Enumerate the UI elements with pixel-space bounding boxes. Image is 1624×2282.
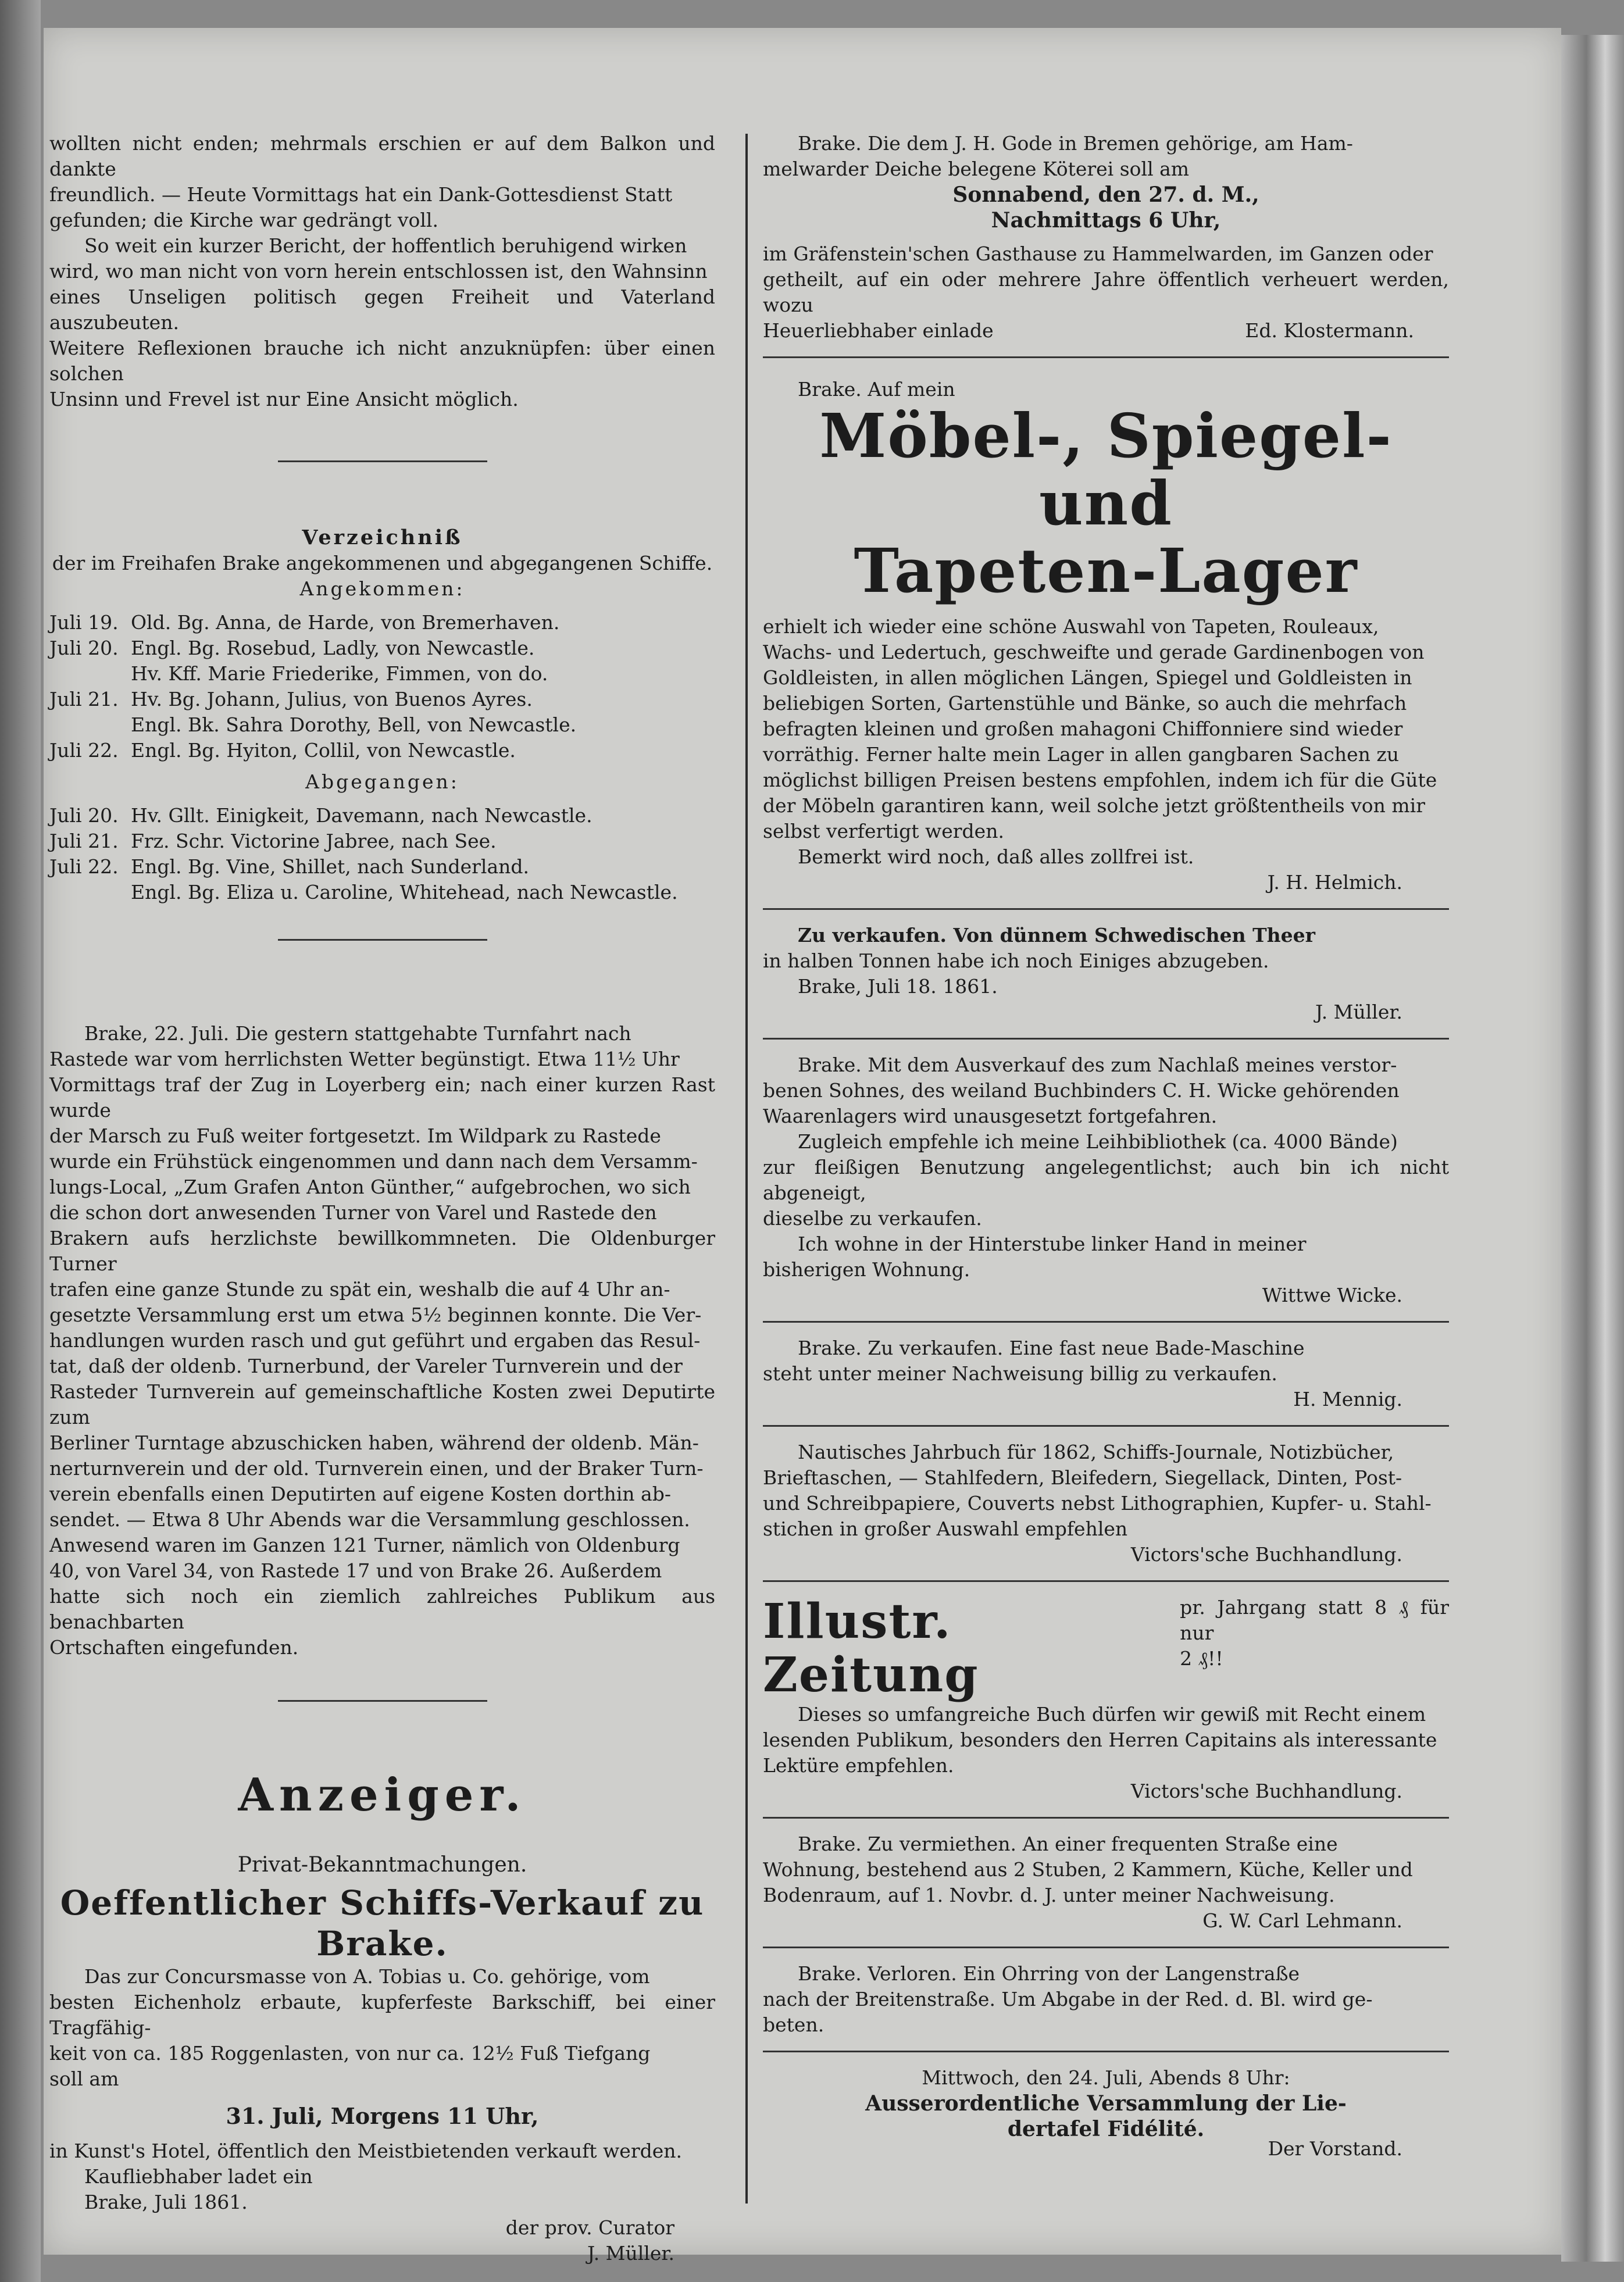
buchhandlung-advert	[763, 1440, 1449, 1567]
koeterei-time: Nachmittags 6 Uhr,	[991, 208, 1221, 233]
koeterei-date: Sonnabend, den 27. d. M.,	[952, 183, 1259, 207]
ship-sale-text	[49, 1964, 715, 2092]
text-line: Brake. Mit dem Ausverkauf des zum Nachlaß meines verstor-	[798, 1053, 1397, 1076]
section-divider	[278, 1700, 487, 1702]
text-line: Wohnung, bestehend aus 2 Stuben, 2 Kammern, Küche, Keller und	[763, 1858, 1413, 1881]
text-line: und Schreibpapiere, Couverts nebst Lithographien, Kupfer- u. Stahl-	[763, 1492, 1432, 1515]
text-line: Ich wohne in der Hinterstube linker Hand in meiner	[798, 1233, 1307, 1255]
text-line: befragten kleinen und großen mahagoni Chiffonniere sind wieder	[763, 717, 1403, 740]
text-line: Rastede war vom herrlichsten Wetter begünstigt. Etwa 11½ Uhr	[49, 1048, 680, 1070]
departed-heading: Abgegangen:	[305, 770, 459, 793]
text-line: selbst verfertigt werden.	[763, 820, 1004, 842]
section-divider	[763, 356, 1449, 358]
ship-entry	[49, 661, 715, 687]
liedertafel-signature: Der Vorstand.	[1268, 2137, 1402, 2160]
ship-date: Juli 21.	[49, 830, 119, 852]
text-line: vorräthig. Ferner halte mein Lager in allen gangbaren Sachen zu	[763, 743, 1400, 766]
ship-date: Juli 22.	[49, 855, 119, 878]
miete-signature: G. W. Carl Lehmann.	[1202, 1909, 1402, 1932]
text-line: Brake. Zu verkaufen. Eine fast neue Bade-Maschine	[798, 1337, 1305, 1359]
text-line: wollten nicht enden; mehrmals erschien er auf dem Balkon und dankte	[49, 132, 715, 180]
text-line	[763, 923, 1449, 948]
text-line: handlungen wurden rasch und gut geführt und ergaben das Resul-	[49, 1329, 701, 1352]
text-line: steht unter meiner Nachweisung billig zu verkaufen.	[763, 1362, 1277, 1385]
intro-article	[49, 131, 715, 412]
text-line: verein ebenfalls einen Deputirten auf eigene Kosten dorthin ab-	[49, 1483, 672, 1505]
text-line: Lektüre empfehlen.	[763, 1754, 954, 1777]
text-line: beten.	[763, 2013, 825, 2036]
theer-lead: Zu verkaufen.	[798, 924, 947, 947]
text-line: in halben Tonnen habe ich noch Einiges abzugeben.	[763, 949, 1269, 972]
text-line: in Kunst's Hotel, öffentlich den Meistbietenden verkauft werden.	[49, 2140, 682, 2162]
ship-sale-title: Oeffentlicher Schiffs-Verkauf zu	[60, 1883, 705, 1923]
previous-page-edge	[0, 0, 41, 2282]
koeterei-signature: Ed. Klostermann.	[1245, 319, 1414, 342]
section-divider	[763, 1817, 1449, 1819]
text-line: wird, wo man nicht von vorn herein entschlossen ist, den Wahnsinn	[49, 260, 708, 283]
ship-text: Engl. Bg. Rosebud, Ladly, von Newcastle.	[131, 637, 535, 659]
section-divider	[763, 1947, 1449, 1948]
text-line: der Möbeln garantiren kann, weil solche jetzt größtentheils von mir	[763, 794, 1425, 817]
text-line: beliebigen Sorten, Gartenstühle und Bänke, so auch die mehrfach	[763, 692, 1407, 715]
private-notices-heading: Privat-Bekanntmachungen.	[237, 1853, 527, 1877]
theer-date: Brake, Juli 18. 1861.	[798, 975, 998, 998]
text-line: sendet. — Etwa 8 Uhr Abends war die Versammlung geschlossen.	[49, 1508, 690, 1531]
ship-text: Engl. Bg. Vine, Shillet, nach Sunderland.	[131, 855, 530, 878]
liedertafel-title: Ausserordentliche Versammlung der Lie-	[865, 2091, 1347, 2116]
text-line: Brieftaschen, — Stahlfedern, Bleifedern, Siegellack, Dinten, Post-	[763, 1466, 1402, 1489]
text-line: dieselbe zu verkaufen.	[763, 1207, 982, 1230]
text-line: benen Sohnes, des weiland Buchbinders C. H. Wicke gehörenden	[763, 1079, 1400, 1102]
section-divider	[763, 1321, 1449, 1323]
moebel-intro: Brake. Auf mein	[798, 378, 955, 401]
moebel-title-2: Tapeten-Lager	[854, 535, 1358, 606]
text-line: nach der Breitenstraße. Um Abgabe in der Red. d. Bl. wird ge-	[763, 1988, 1373, 2010]
text-line: zur fleißigen Benutzung angelegentlichst; auch bin ich nicht abgeneigt,	[763, 1156, 1449, 1204]
wicke-notice	[763, 1052, 1449, 1308]
text-line: So weit ein kurzer Bericht, der hoffentlich beruhigend wirken	[84, 234, 687, 257]
ship-date: Juli 21.	[49, 688, 119, 710]
ship-entry	[49, 738, 715, 763]
text-line: getheilt, auf ein oder mehrere Jahre öffentlich verheuert werden, wozu	[763, 268, 1449, 316]
text-line: Wachs- und Ledertuch, geschweifte und gerade Gardinenbogen von	[763, 641, 1425, 663]
text-line: der Marsch zu Fuß weiter fortgesetzt. Im Wildpark zu Rastede	[49, 1124, 661, 1147]
text-line: Berliner Turntage abzuschicken haben, während der oldenb. Män-	[49, 1431, 699, 1454]
ship-date: Juli 20.	[49, 637, 119, 659]
text-line: Nautisches Jahrbuch für 1862, Schiffs-Journale, Notizbücher,	[798, 1441, 1394, 1463]
moebel-note: Bemerkt wird noch, daß alles zollfrei ist.	[798, 845, 1194, 868]
text-line: nerturnverein und der old. Turnverein einen, und der Braker Turn-	[49, 1457, 704, 1480]
right-column	[763, 131, 1449, 2162]
text-line: Brake. Zu vermiethen. An einer frequenten Straße eine	[798, 1833, 1338, 1855]
text-line: besten Eichenholz erbaute, kupferfeste Barkschiff, bei einer Tragfähig-	[49, 1991, 715, 2039]
ship-text: Engl. Bg. Hyiton, Collil, von Newcastle.	[131, 739, 516, 762]
text-line: 40, von Varel 34, von Rastede 17 und von Brake 26. Außerdem	[49, 1559, 662, 1582]
illustr-price-1: pr. Jahrgang statt 8 ₰ für nur	[1180, 1596, 1449, 1644]
ship-entry	[49, 828, 715, 854]
text-line: lesenden Publikum, besonders den Herren Capitains als interessante	[763, 1729, 1437, 1751]
text-line: Ortschaften eingefunden.	[49, 1636, 299, 1659]
bade-advert	[763, 1335, 1449, 1412]
theer-text: Von dünnem Schwedischen Theer	[947, 924, 1316, 947]
ship-entry	[49, 803, 715, 828]
section-divider	[763, 2051, 1449, 2052]
ship-text: Hv. Gllt. Einigkeit, Davemann, nach Newcastle.	[131, 804, 593, 827]
ship-register-subtitle: der im Freihafen Brake angekommenen und abgegangenen Schiffe.	[52, 552, 713, 574]
left-column	[49, 131, 715, 2266]
ship-text: Old. Bg. Anna, de Harde, von Bremerhaven.	[131, 611, 560, 634]
text-line: lungs-Local, „Zum Grafen Anton Günther,“ aufgebrochen, wo sich	[49, 1176, 691, 1198]
text-line: trafen eine ganze Stunde zu spät ein, weshalb die auf 4 Uhr an-	[49, 1278, 670, 1301]
ship-date: Juli 20.	[49, 804, 119, 827]
text-line: bisherigen Wohnung.	[763, 1258, 970, 1281]
text-line: Brakern aufs herzlichste bewillkommneten. Die Oldenburger Turner	[49, 1227, 715, 1275]
liedertafel-title-2: dertafel Fidélité.	[1007, 2117, 1205, 2141]
theer-signature: J. Müller.	[1315, 1001, 1402, 1023]
wicke-signature: Wittwe Wicke.	[1262, 1284, 1402, 1306]
vermiethen-notice	[763, 1831, 1449, 1934]
text-line: tat, daß der oldenb. Turnerbund, der Vareler Turnverein und der	[49, 1355, 683, 1377]
moebel-advert	[763, 377, 1449, 895]
buch-signature: Victors'sche Buchhandlung.	[1130, 1543, 1402, 1566]
illustr-signature: Victors'sche Buchhandlung.	[1130, 1780, 1402, 1802]
text-line: Zugleich empfehle ich meine Leihbibliothek (ca. 4000 Bände)	[798, 1130, 1398, 1153]
text-line: freundlich. — Heute Vormittags hat ein Dank-Gottesdienst Statt	[49, 183, 673, 206]
text-line: Brake, 22. Juli. Die gestern stattgehabte Turnfahrt nach	[84, 1022, 631, 1045]
verloren-notice	[763, 1961, 1449, 2038]
text-line: Bodenraum, auf 1. Novbr. d. J. unter meiner Nachweisung.	[763, 1884, 1335, 1906]
text-line: Dieses so umfangreiche Buch dürfen wir gewiß mit Recht einem	[798, 1703, 1426, 1726]
ship-sale-signature: J. Müller.	[587, 2242, 674, 2265]
text-line: Brake. Verloren. Ein Ohrring von der Langenstraße	[798, 1962, 1300, 1985]
text-line: die schon dort anwesenden Turner von Varel und Rastede den	[49, 1201, 657, 1224]
text-line: keit von ca. 185 Roggenlasten, von nur ca. 12½ Fuß Tiefgang	[49, 2042, 651, 2065]
text-line: Das zur Concursmasse von A. Tobias u. Co. gehörige, vom	[84, 1965, 650, 1988]
koeterei-notice	[763, 131, 1449, 344]
illustr-price-2: 2 ₰!!	[1180, 1647, 1223, 1670]
turnfahrt-report	[49, 1021, 715, 1660]
section-divider	[278, 460, 487, 462]
liedertafel-date: Mittwoch, den 24. Juli, Abends 8 Uhr:	[922, 2066, 1290, 2089]
column-divider	[745, 134, 748, 2204]
text-line: Waarenlagers wird unausgesetzt fortgefahren.	[763, 1105, 1218, 1127]
text-line: stichen in großer Auswahl empfehlen	[763, 1517, 1128, 1540]
illustr-price	[1180, 1595, 1449, 1672]
illustr-title: Illustr. Zeitung	[763, 1594, 979, 1703]
moebel-title: Möbel-, Spiegel- und	[819, 400, 1393, 539]
anzeiger-heading: Anzeiger.	[238, 1769, 527, 1822]
page-stack-edge	[1561, 35, 1624, 2262]
text-line: Heuerliebhaber einlade	[763, 319, 994, 342]
ship-entry	[49, 712, 715, 738]
illustr-zeitung-advert	[763, 1595, 1449, 1804]
text-line: Unsinn und Frevel ist nur Eine Ansicht möglich.	[49, 388, 519, 410]
text-line: erhielt ich wieder eine schöne Auswahl von Tapeten, Rouleaux,	[763, 615, 1379, 638]
moebel-signature: J. H. Helmich.	[1267, 871, 1402, 894]
theer-advert	[763, 923, 1449, 1025]
ship-date: Juli 22.	[49, 739, 119, 762]
ship-entry	[49, 687, 715, 712]
illustr-header	[763, 1595, 1449, 1702]
ship-text: Engl. Bg. Eliza u. Caroline, Whitehead, nach Newcastle.	[131, 881, 678, 903]
section-divider	[278, 939, 487, 941]
text-line: gesetzte Versammlung erst um etwa 5½ beginnen konnte. Die Ver-	[49, 1304, 702, 1326]
ship-sale-signature-role: der prov. Curator	[505, 2216, 674, 2239]
section-divider	[763, 908, 1449, 910]
text-line: soll am	[49, 2067, 119, 2090]
ship-register-title: Verzeichniß	[302, 526, 463, 549]
text-line: Brake. Die dem J. H. Gode in Bremen gehörige, am Ham-	[798, 132, 1353, 155]
ship-text: Hv. Kff. Marie Friederike, Fimmen, von do.	[131, 662, 548, 685]
text-line: im Gräfenstein'schen Gasthause zu Hammelwarden, im Ganzen oder	[763, 242, 1433, 265]
text-line: Rasteder Turnverein auf gemeinschaftliche Kosten zwei Deputirte zum	[49, 1380, 715, 1429]
text-line: Goldleisten, in allen möglichen Längen, Spiegel und Goldleisten in	[763, 666, 1412, 689]
arrived-heading: Angekommen:	[299, 577, 465, 600]
ship-register	[49, 525, 715, 905]
text-line: Anwesend waren im Ganzen 121 Turner, nämlich von Oldenburg	[49, 1534, 680, 1556]
text-line: möglichst billigen Preisen bestens empfohlen, indem ich für die Güte	[763, 769, 1437, 791]
ship-entry	[49, 610, 715, 635]
ship-entry	[49, 854, 715, 880]
ship-text: Frz. Schr. Victorine Jabree, nach See.	[131, 830, 497, 852]
ship-text: Engl. Bk. Sahra Dorothy, Bell, von Newcastle.	[131, 713, 577, 736]
section-divider	[763, 1425, 1449, 1427]
text-line: melwarder Deiche belegene Köterei soll am	[763, 158, 1190, 180]
text-line: wurde ein Frühstück eingenommen und dann nach dem Versamm-	[49, 1150, 698, 1173]
text-line: gefunden; die Kirche war gedrängt voll.	[49, 209, 438, 231]
ship-date: Juli 19.	[49, 611, 119, 634]
text-line: Brake, Juli 1861.	[84, 2191, 248, 2213]
liedertafel-notice	[763, 2065, 1449, 2162]
ship-sale-title-place: Brake.	[316, 1924, 448, 1963]
text-line: Vormittags traf der Zug in Loyerberg ein; nach einer kurzen Rast wurde	[49, 1073, 715, 1122]
section-divider	[763, 1038, 1449, 1040]
text-line: eines Unseligen politisch gegen Freiheit und Vaterland auszubeuten.	[49, 285, 715, 334]
ship-sale-date: 31. Juli, Morgens 11 Uhr,	[226, 2103, 539, 2129]
text-line: Kaufliebhaber ladet ein	[84, 2165, 313, 2188]
ship-entry	[49, 635, 715, 661]
section-divider	[763, 1580, 1449, 1582]
text-line: Weitere Reflexionen brauche ich nicht anzuknüpfen: über einen solchen	[49, 337, 715, 385]
text-line: hatte sich noch ein ziemlich zahlreiches Publikum aus benachbarten	[49, 1585, 715, 1633]
ship-entry	[49, 880, 715, 905]
bade-signature: H. Mennig.	[1293, 1388, 1402, 1410]
ship-text: Hv. Bg. Johann, Julius, von Buenos Ayres.	[131, 688, 533, 710]
